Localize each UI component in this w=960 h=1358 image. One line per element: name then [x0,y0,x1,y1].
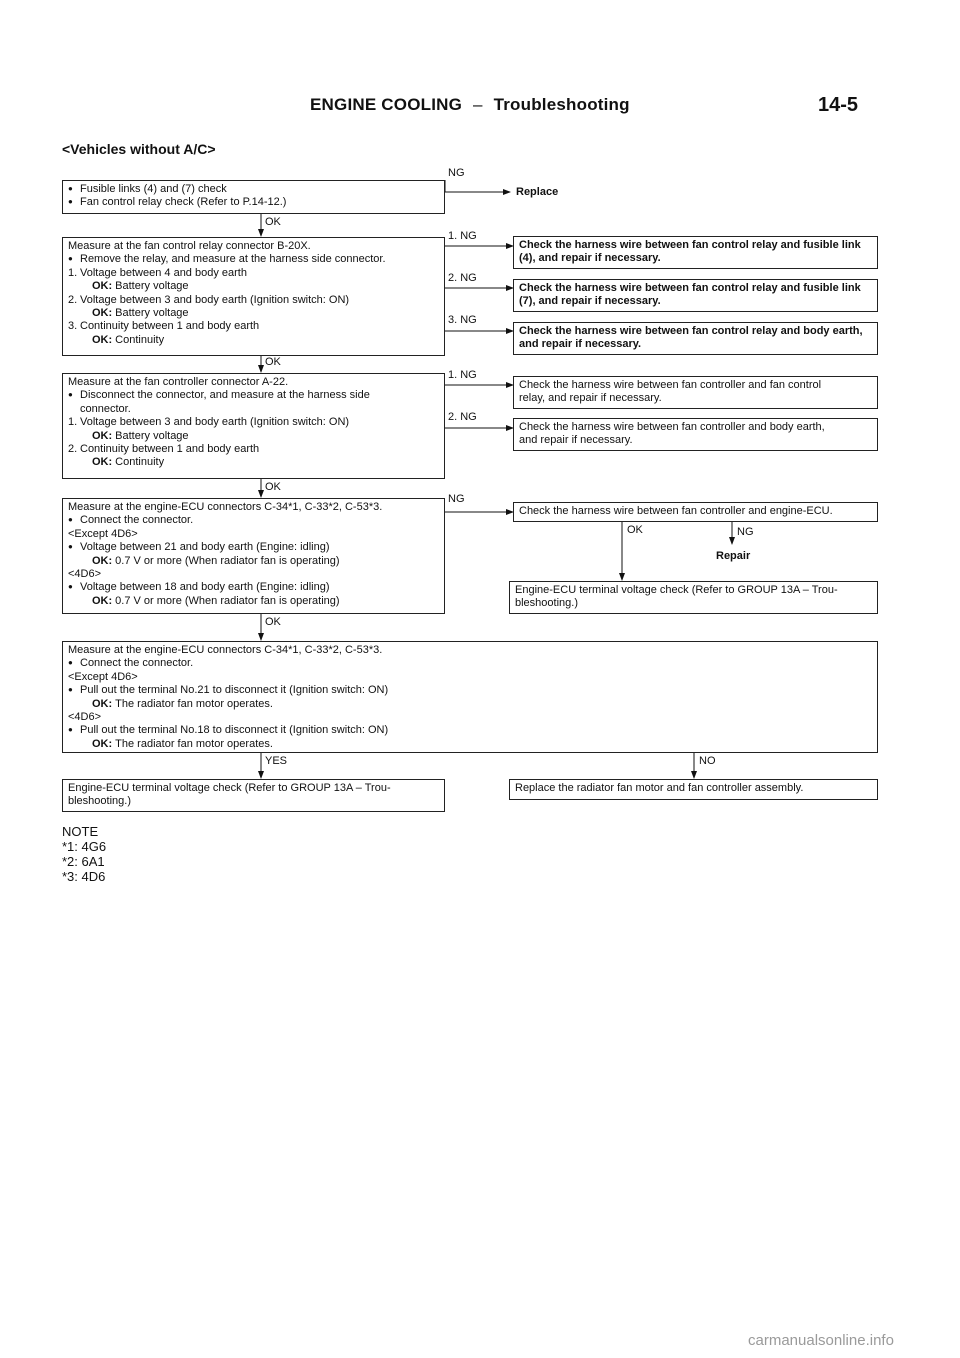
repair-text: Repair [716,550,751,562]
step2-item: 1. Voltage between 4 and body earth [68,266,247,279]
step4-ecu-check-box: Engine-ECU terminal voltage check (Refer to GROUP 13A – Trou- bleshooting.) [509,581,878,614]
step2-result1-box: Check the harness wire between fan control relay and fusible link (4), and repair if necessary. [513,236,878,269]
step1-check-box [62,180,445,214]
step4-4d6: <4D6> [68,568,102,581]
step3-bullet: ● Disconnect the connector, and measure at the harness side [68,389,439,402]
step4-ok: OK: 0.7 V or more (When radiator fan is operating) [92,594,340,607]
page-header [310,95,630,116]
step4-bullet: ● Voltage between 18 and body earth (Engine: idling) [68,581,439,594]
step5-yes-result-box: Engine-ECU terminal voltage check (Refer to GROUP 13A – Trou- bleshooting.) [62,779,445,812]
watermark: carmanualsonline.info [748,1332,894,1349]
step1-line: ● Fan control relay check (Refer to P.14-12.) [68,196,439,209]
step3-measure-box: Measure at the fan controller connector A-22. ● Disconnect the connector, and measure at the harness side connector. 1. Voltage between 3 and body earth (Ignition switch: ON) OK: Battery voltage 2. Continuity between 1 and body earth OK: Continuity [62,373,445,479]
section-subtitle: Troubleshooting [493,95,630,114]
section-title: ENGINE COOLING [310,95,463,114]
step4-ok-label: OK [265,616,281,628]
step1-ng-label: NG [448,167,465,179]
step4-ng-result-box: Check the harness wire between fan controller and engine-ECU. [513,502,878,522]
step3-ok: OK: Continuity [92,456,165,469]
note-title: NOTE [62,824,99,839]
step4-except: <Except 4D6> [68,527,138,540]
step5-bullet: ● Pull out the terminal No.18 to disconnect it (Ignition switch: ON) [68,724,872,737]
step2-ok: OK: Continuity [92,333,165,346]
step4-bullet: ● Connect the connector. [68,514,439,527]
step4-sub-ok-label: OK [627,524,643,536]
step4-measure-box [62,498,445,614]
step4-ng-label: NG [448,493,465,505]
step3-title: Measure at the fan controller connector A-22. [68,376,289,388]
step2-measure-box [62,237,445,356]
step5-no-result-box: Replace the radiator fan motor and fan controller assembly. [509,779,878,800]
step5-ok: OK: The radiator fan motor operates. [92,697,273,710]
step2-ng3-label: 3. NG [448,314,477,326]
note-line: *1: 4G6 [62,838,107,854]
note-line: *2: 6A1 [62,853,105,869]
step1-ng-result: Replace [516,186,559,198]
step2-bullet: ● Remove the relay, and measure at the harness side connector. [68,253,439,266]
step2-ng2-label: 2. NG [448,272,477,284]
step4-ok: OK: 0.7 V or more (When radiator fan is operating) [92,554,340,567]
step5-no-label: NO [699,755,716,767]
step1-line: ● Fusible links (4) and (7) check [68,183,439,196]
step2-ok: OK: Battery voltage [92,280,189,293]
step1-ok-label: OK [265,216,281,228]
step4-bullet: ● Voltage between 21 and body earth (Engine: idling) [68,541,439,554]
step5-except: <Except 4D6> [68,670,138,683]
step2-result3-box: Check the harness wire between fan control relay and body earth, and repair if necessary. [513,322,878,355]
vehicle-condition-heading: <Vehicles without A/C> [62,141,216,157]
step2-ok: OK: Battery voltage [92,307,189,320]
step5-yes-label: YES [265,755,288,767]
header-dash: – [472,95,483,114]
step5-bullet: ● Pull out the terminal No.21 to disconnect it (Ignition switch: ON) [68,684,872,697]
step3-ng2-label: 2. NG [448,411,477,423]
step3-result2-box: Check the harness wire between fan controller and body earth, and repair if necessary. [513,418,878,451]
step2-item: 2. Voltage between 3 and body earth (Ignition switch: ON) [68,293,350,306]
step3-ng1-label: 1. NG [448,369,477,381]
step2-item: 3. Continuity between 1 and body earth [68,320,260,333]
step5-ok: OK: The radiator fan motor operates. [92,737,273,750]
step3-item: 1. Voltage between 3 and body earth (Ignition switch: ON) [68,416,350,429]
step2-ng1-label: 1. NG [448,230,477,242]
step4-title: Measure at the engine-ECU connectors C-34*1, C-33*2, C-53*3. [68,501,383,513]
step2-title: Measure at the fan control relay connector B-20X. [68,240,311,252]
step5-bullet: ● Connect the connector. [68,657,872,670]
step2-ok-label: OK [265,356,281,368]
step4-sub-ng-label: NG [737,526,754,538]
step3-ok: OK: Battery voltage [92,429,189,442]
step5-measure-box [62,641,878,753]
step2-result2-box: Check the harness wire between fan control relay and fusible link (7), and repair if necessary. [513,279,878,312]
page-number: 14-5 [818,94,859,116]
step3-result1-box: Check the harness wire between fan controller and fan control relay, and repair if necessary. [513,376,878,409]
step3-item: 2. Continuity between 1 and body earth [68,443,260,456]
footnote-block [62,825,106,885]
step5-4d6: <4D6> [68,711,102,724]
step3-ok-label: OK [265,481,281,493]
step5-title: Measure at the engine-ECU connectors C-34*1, C-33*2, C-53*3. [68,644,383,656]
note-line: *3: 4D6 [62,868,106,884]
